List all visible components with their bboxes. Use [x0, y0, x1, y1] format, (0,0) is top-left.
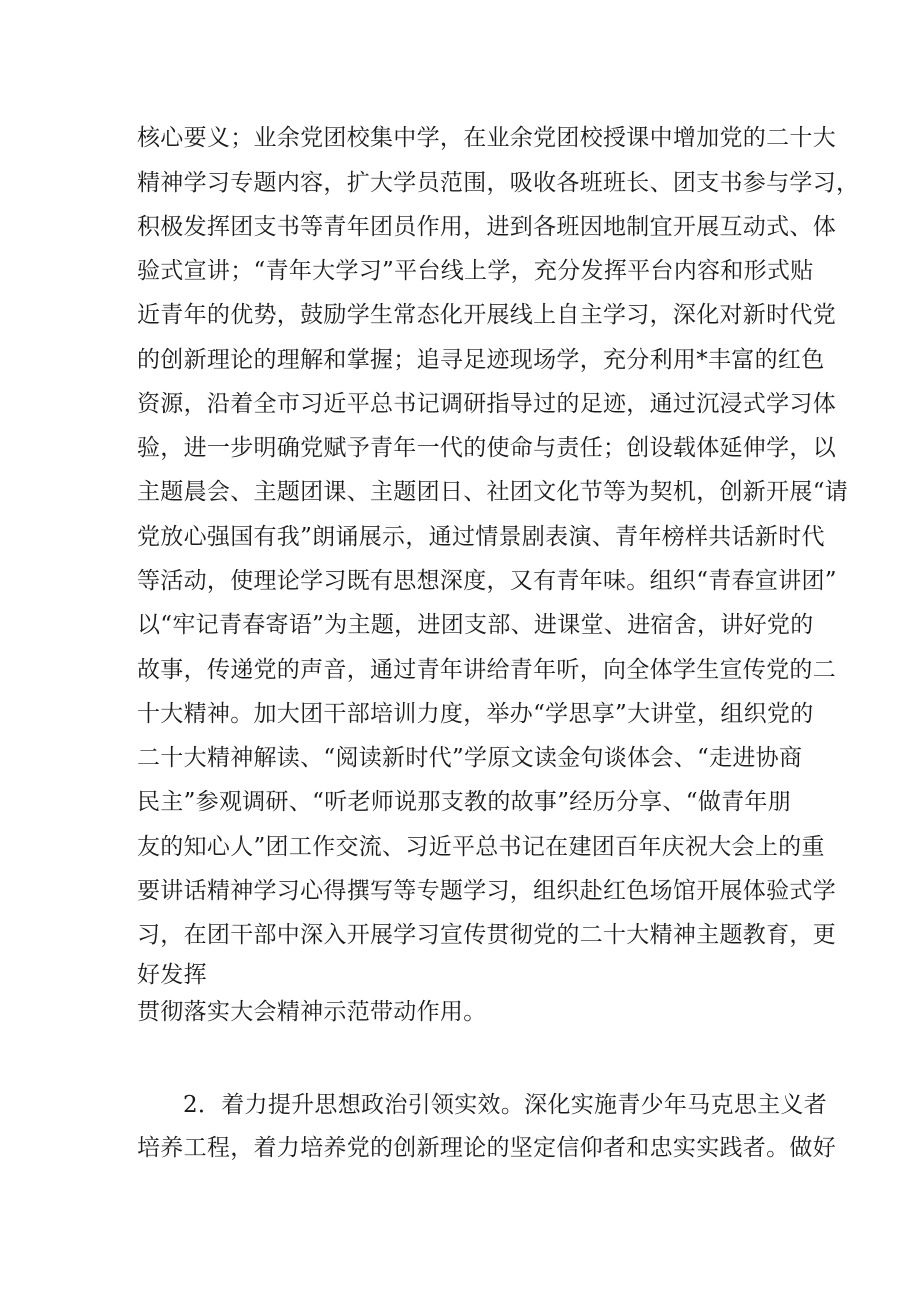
paragraph-1-line: 故事，传递党的声音，通过青年讲给青年听，向全体学生宣传党的二	[137, 657, 836, 683]
paragraph-1-line: 以“牢记青春寄语”为主题，进团支部、进课堂、进宿舍，讲好党的	[137, 612, 814, 638]
paragraph-1-line: 资源，沿着全市习近平总书记调研指导过的足迹，通过沉浸式学习体	[137, 391, 836, 417]
paragraph-1-line: 习，在团干部中深入开展学习宣传贯彻党的二十大精神主题教育，更	[137, 922, 836, 948]
paragraph-1-line: 党放心强国有我”朗诵展示，通过情景剧表演、青年榜样共话新时代	[137, 524, 825, 550]
paragraph-1-line: 等活动，使理论学习既有思想深度，又有青年味。组织“青春宣讲团”	[137, 568, 837, 594]
paragraph-1-line: 验式宣讲；“青年大学习”平台线上学，充分发挥平台内容和形式贴	[137, 258, 814, 284]
paragraph-2-line: 2．着力提升思想政治引领实效。深化实施青少年马克思主义者	[183, 1092, 828, 1118]
paragraph-1-line: 好发挥	[137, 962, 207, 988]
paragraph-1-line: 贯彻落实大会精神示范带动作用。	[137, 999, 487, 1025]
paragraph-1-line: 精神学习专题内容，扩大学员范围，吸收各班班长、团支书参与学习，	[137, 170, 860, 196]
paragraph-1-line: 近青年的优势，鼓励学生常态化开展线上自主学习，深化对新时代党	[137, 302, 836, 328]
paragraph-1-line: 十大精神。加大团干部培训力度，举办“学思享”大讲堂，组织党的	[137, 701, 814, 727]
paragraph-1-line: 验，进一步明确党赋予青年一代的使命与责任；创设载体延伸学，以	[137, 435, 836, 461]
paragraph-1-line: 核心要义；业余党团校集中学，在业余党团校授课中增加党的二十大	[137, 125, 836, 151]
paragraph-1-line: 二十大精神解读、“阅读新时代”学原文读金句谈体会、“走进协商	[137, 745, 803, 771]
paragraph-2-line: 培养工程，着力培养党的创新理论的坚定信仰者和忠实实践者。做好	[137, 1135, 836, 1161]
paragraph-1-line: 要讲话精神学习心得撰写等专题学习，组织赴红色场馆开展体验式学	[137, 878, 836, 904]
paragraph-1-line: 的创新理论的理解和掌握；追寻足迹现场学，充分利用*丰富的红色	[137, 347, 825, 373]
paragraph-1-line: 积极发挥团支书等青年团员作用，进到各班因地制宜开展互动式、体	[137, 214, 836, 240]
paragraph-1-line: 友的知心人”团工作交流、习近平总书记在建团百年庆祝大会上的重	[137, 834, 825, 860]
paragraph-1-line: 民主”参观调研、“听老师说那支教的故事”经历分享、“做青年朋	[137, 789, 792, 815]
paragraph-1-line: 主题晨会、主题团课、主题团日、社团文化节等为契机，创新开展“请	[137, 479, 849, 505]
